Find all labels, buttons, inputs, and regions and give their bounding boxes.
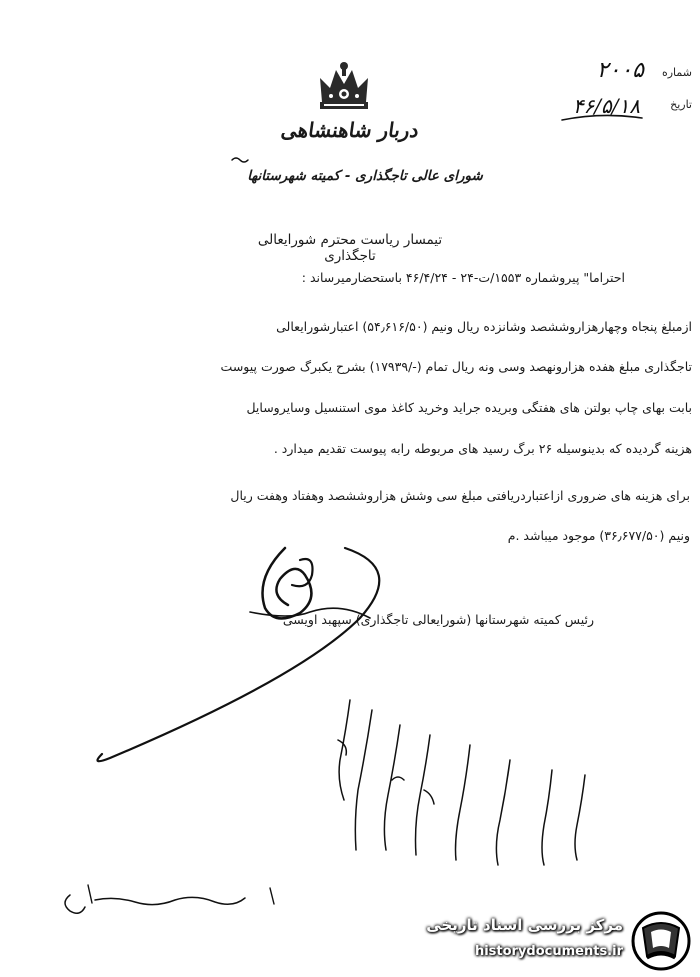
body-line-3: بابت بهای چاپ بولتن های هفتگی وبریده جراید وخرید کاغذ موی استنسیل وسایروسایل — [246, 400, 692, 415]
court-title: دربار شاهنشاهی — [279, 118, 421, 142]
body-line-1: ازمبلغ پنجاه وچهارهزاروششصد وشانزده ریال ونیم (۵۴٫۶۱۶/۵۰) اعتبارشورایعالی — [276, 319, 692, 334]
remainder-line-1: برای هزینه های ضروری ازاعتباردریافتی مبلغ سی وشش هزاروششصد وهفتاد وهفت ریال — [230, 488, 690, 503]
note-stroke — [338, 700, 350, 800]
remainder-line-2: ونیم (۳۶٫۶۷۷/۵۰) موجود میباشد .م — [507, 528, 690, 543]
opening-line: احتراما" پیروشماره ۱۵۵۳/ت-۲۴ - ۴۶/۴/۲۴ باستحضارمیرساند : — [301, 270, 625, 285]
note-stroke — [355, 710, 372, 850]
archive-watermark — [415, 908, 697, 972]
sweeping-stroke — [98, 548, 380, 761]
note-stroke — [456, 745, 471, 860]
watermark-title: مرکز بررسی اسناد تاریخی — [426, 916, 623, 934]
note-stroke — [496, 760, 510, 865]
date-underline — [562, 115, 642, 120]
note-stroke — [384, 725, 404, 850]
council-title: شورای عالی تاجگذاری - کمیته شهرستانها — [247, 168, 483, 184]
number-label: شماره — [661, 66, 692, 79]
archive-logo-icon — [629, 910, 693, 972]
number-value: ۲۰۰۵ — [596, 58, 644, 83]
note-stroke — [542, 770, 552, 865]
bottom-note — [65, 895, 245, 913]
body-line-2: تاجگذاری مبلغ هفده هزارونهصد وسی ونه ریال تمام (-/۱۷۹۳۹) بشرح یکبرگ صورت پیوست — [220, 359, 692, 374]
addressee: تیمسار ریاست محترم شورایعالی تاجگذاری — [257, 232, 443, 264]
signature-caption: رئیس کمیته شهرستانها (شورایعالی تاجگذاری) سپهبد اویسی — [282, 612, 594, 627]
date-value: ۴۶/۵/۱۸ — [572, 94, 640, 118]
note-stroke — [575, 775, 585, 860]
date-label: تاریخ — [670, 98, 692, 111]
bottom-note-bracket — [88, 885, 274, 904]
watermark-url: historydocuments.ir — [474, 944, 623, 959]
body-line-4: هزینه گردیده که بدینوسیله ۲۶ برگ رسید های مربوطه رابه پیوست تقدیم میدارد . — [273, 441, 692, 456]
ink-mark — [232, 158, 248, 162]
note-stroke — [416, 735, 435, 855]
